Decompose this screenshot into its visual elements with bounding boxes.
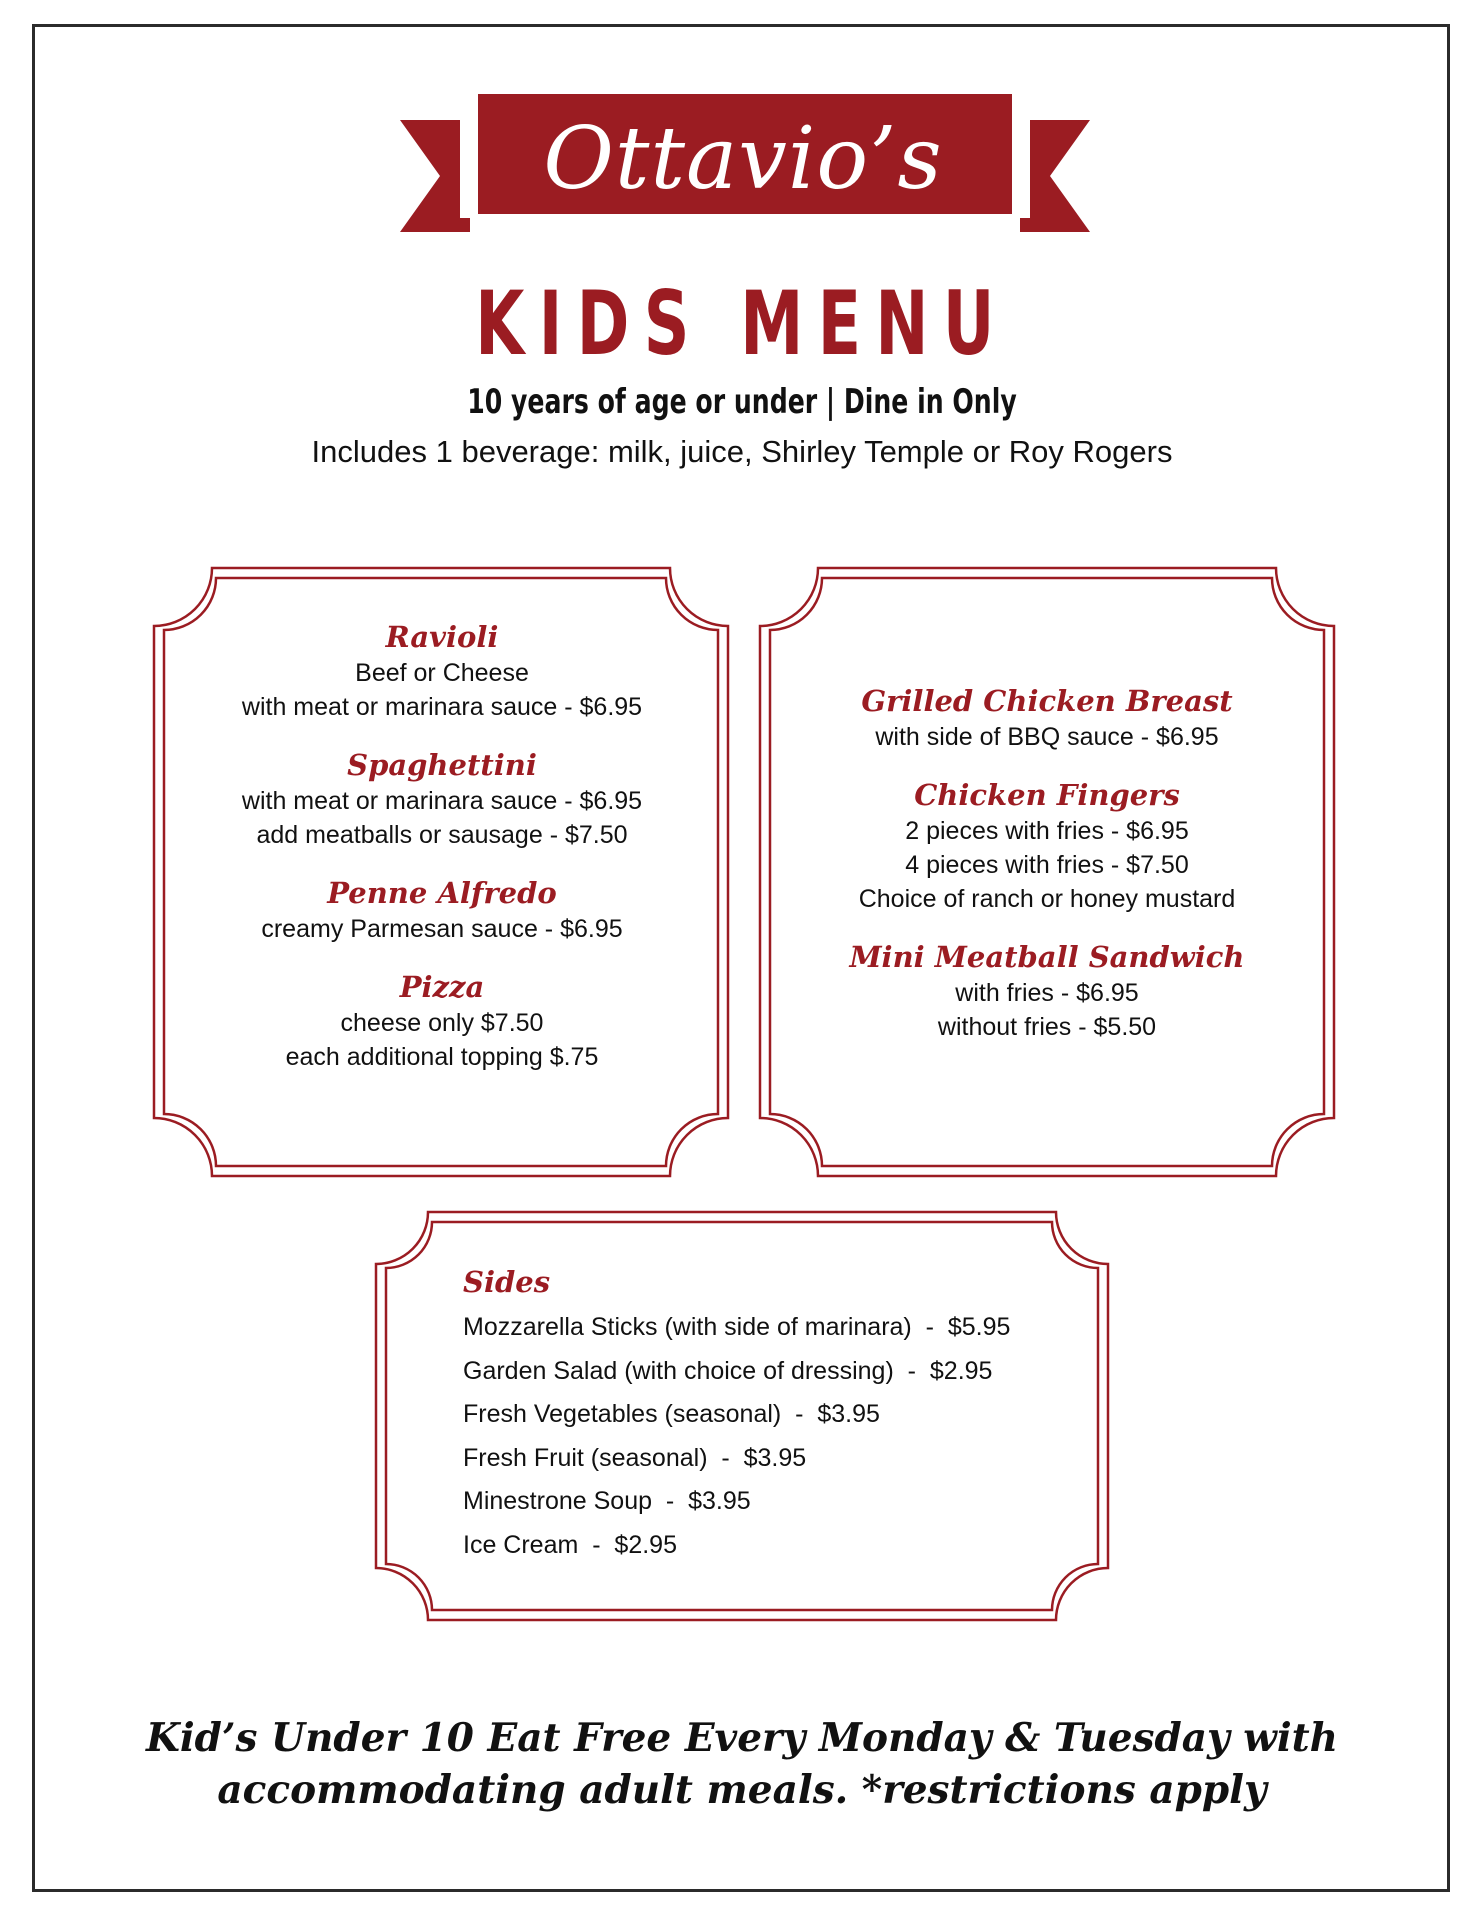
item-detail: 4 pieces with fries - $7.50 bbox=[905, 851, 1189, 879]
side-item: Mozzarella Sticks (with side of marinara) - $5.95 bbox=[463, 1313, 1011, 1341]
item-name: Spaghettini bbox=[347, 748, 537, 782]
item-detail: each additional topping $.75 bbox=[285, 1043, 599, 1071]
sides-panel bbox=[463, 1262, 1083, 1567]
promo-footer bbox=[0, 1712, 1484, 1816]
beverage-note: Includes 1 beverage: milk, juice, Shirley Temple or Roy Rogers bbox=[311, 434, 1173, 469]
item-detail: with meat or marinara sauce - $6.95 bbox=[241, 693, 643, 721]
menu-subtitle: 10 years of age or under | Dine in Only bbox=[467, 382, 1017, 422]
promo-line-2: accommodating adult meals. *restrictions apply bbox=[217, 1767, 1267, 1813]
side-item: Fresh Vegetables (seasonal) - $3.95 bbox=[463, 1400, 880, 1428]
item-name: Pizza bbox=[399, 970, 485, 1004]
item-detail: 2 pieces with fries - $6.95 bbox=[905, 817, 1189, 845]
promo-line-1: Kid’s Under 10 Eat Free Every Monday & Tuesday with bbox=[145, 1715, 1339, 1761]
item-detail: cheese only $7.50 bbox=[340, 1009, 544, 1037]
menu-item bbox=[182, 746, 702, 852]
item-name: Chicken Fingers bbox=[914, 778, 1180, 812]
menu-title: KIDS MENU bbox=[475, 272, 1009, 375]
item-detail: add meatballs or sausage - $7.50 bbox=[256, 821, 628, 849]
item-name: Grilled Chicken Breast bbox=[861, 684, 1233, 718]
left-menu-panel bbox=[182, 618, 702, 1074]
side-item: Garden Salad (with choice of dressing) - $2.95 bbox=[463, 1356, 993, 1385]
item-detail: creamy Parmesan sauce - $6.95 bbox=[261, 915, 623, 943]
logo-text: Ottavio’s bbox=[543, 108, 943, 209]
item-name: Ravioli bbox=[385, 620, 499, 654]
item-detail: Beef or Cheese bbox=[355, 659, 529, 687]
menu-item bbox=[787, 938, 1307, 1044]
item-detail: Choice of ranch or honey mustard bbox=[858, 885, 1236, 913]
menu-item bbox=[182, 968, 702, 1074]
right-menu-panel bbox=[787, 682, 1307, 1044]
item-detail: without fries - $5.50 bbox=[937, 1013, 1157, 1041]
menu-item bbox=[787, 682, 1307, 754]
side-item: Minestrone Soup - $3.95 bbox=[463, 1487, 751, 1515]
item-detail: with meat or marinara sauce - $6.95 bbox=[241, 787, 643, 815]
side-item: Fresh Fruit (seasonal) - $3.95 bbox=[463, 1443, 807, 1472]
side-item: Ice Cream - $2.95 bbox=[463, 1530, 677, 1559]
menu-item bbox=[182, 874, 702, 946]
item-detail: with fries - $6.95 bbox=[955, 979, 1139, 1007]
menu-item bbox=[182, 618, 702, 724]
item-detail: with side of BBQ sauce - $6.95 bbox=[875, 723, 1219, 751]
sides-title: Sides bbox=[463, 1265, 551, 1299]
item-name: Penne Alfredo bbox=[327, 876, 557, 910]
item-name: Mini Meatball Sandwich bbox=[849, 940, 1245, 974]
menu-item bbox=[787, 776, 1307, 916]
